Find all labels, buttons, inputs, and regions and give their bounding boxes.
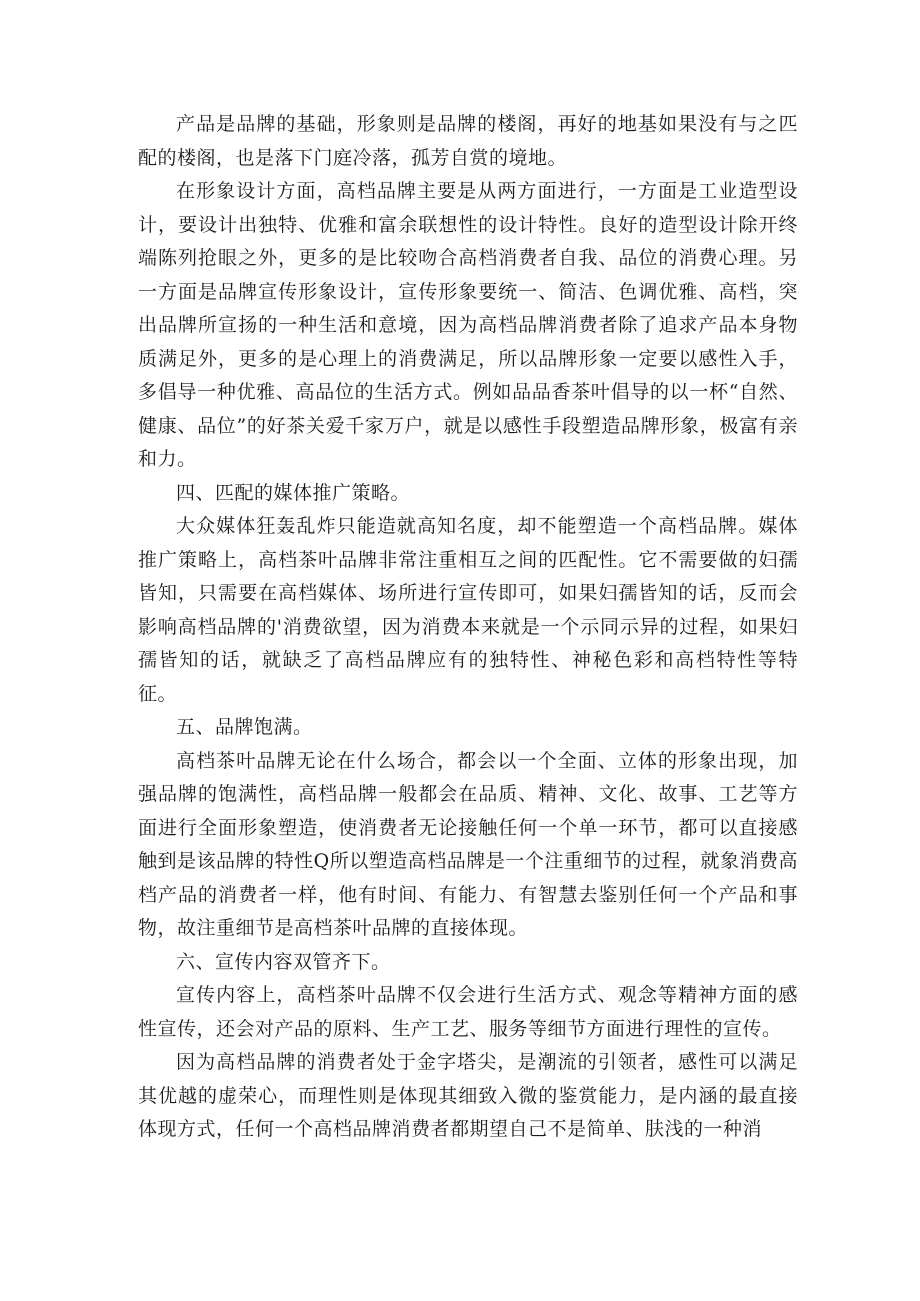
document-body — [138, 108, 798, 1147]
heading-media-strategy: 四、匹配的媒体推广策略。 — [176, 481, 411, 504]
paragraph-image-design: 在形象设计方面，高档品牌主要是从两方面进行，一方面是工业造型设计，要设计出独特、优雅和富余联想性的设计特性。良好的造型设计除开终端陈列抢眼之外，更多的是比较吻合高档消费者自我、品位的消费心理。另一方面是品牌宣传形象设计，宣传形象要统一、简洁、色调优雅、高档，突出品牌所宣扬的一种生活和意境，因为高档品牌消费者除了追求产品本身物质满足外，更多的是心理上的消费满足，所以品牌形象一定要以感性入手，多倡导一种优雅、高品位的生活方式。例如品品香茶叶倡导的以一杯“自然、健康、品位”的好茶关爱千家万户，就是以感性手段塑造品牌形象，极富有亲和力。 — [138, 180, 798, 470]
heading-brand-fullness: 五、品牌饱满。 — [176, 716, 313, 738]
paragraph-media-strategy: 大众媒体狂轰乱炸只能造就高知名度，却不能塑造一个高档品牌。媒体推广策略上，高档茶叶品牌非常注重相互之间的匹配性。它不需要做的妇孺皆知，只需要在高档媒体、场所进行宣传即可，如果妇孺皆知的话，反而会影响高档品牌的'消费欲望，因为消费本来就是一个示同示异的过程，如果妇孺皆知的话，就缺乏了高档品牌应有的独特性、神秘色彩和高档特性等特征。 — [138, 515, 798, 705]
heading-promotion-content: 六、宣传内容双管齐下。 — [176, 950, 391, 973]
paragraph-brand-fullness: 高档茶叶品牌无论在什么场合，都会以一个全面、立体的形象出现，加强品牌的饱满性，高档品牌一般都会在品质、精神、文化、故事、工艺等方面进行全面形象塑造，使消费者无论接触任何一个单一环节，都可以直接感触到是该品牌的特性Q所以塑造高档品牌是一个注重细节的过程，就象消费高档产品的消费者一样，他有时间、有能力、有智慧去鉴别任何一个产品和事物，故注重细节是高档茶叶品牌的直接体现。 — [138, 749, 798, 939]
paragraph-promotion-content: 宣传内容上，高档茶叶品牌不仅会进行生活方式、观念等精神方面的感性宣传，还会对产品的原料、生产工艺、服务等细节方面进行理性的宣传。 — [138, 984, 798, 1040]
paragraph-product-foundation: 产品是品牌的基础，形象则是品牌的楼阁，再好的地基如果没有与之匹配的楼阁，也是落下门庭冷落，孤芳自赏的境地。 — [138, 113, 798, 169]
paragraph-consumer-psychology: 因为高档品牌的消费者处于金字塔尖，是潮流的引领者，感性可以满足其优越的虚荣心，而理性则是体现其细致入微的鉴赏能力，是内涵的最直接体现方式，任何一个高档品牌消费者都期望自己不是简单、肤浅的一种消 — [138, 1051, 798, 1140]
